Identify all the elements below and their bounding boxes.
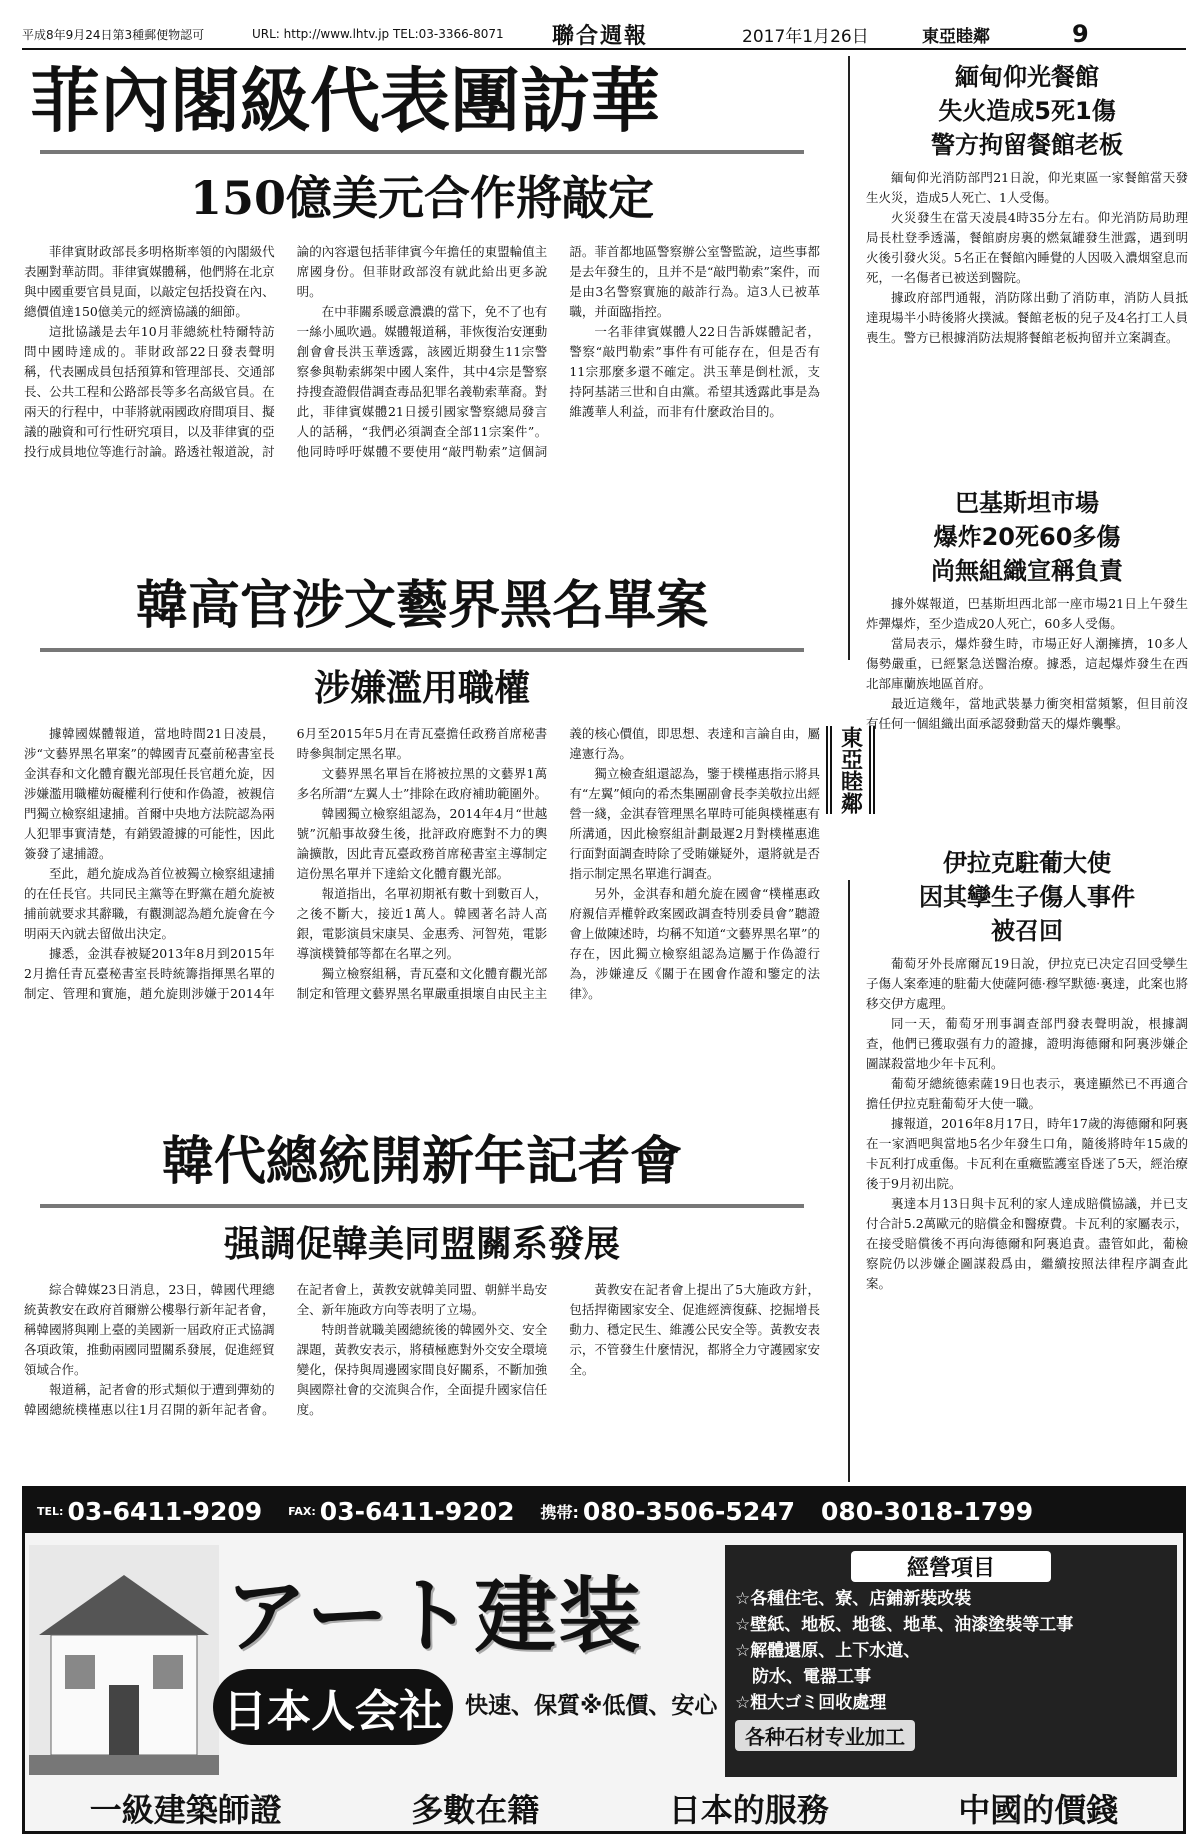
ad-slogan: 快速、保質※低價、安心 [465, 1693, 718, 1719]
side1-paragraph: 據政府部門通報，消防隊出動了消防車，消防人員抵達現場半小時後將火撲滅。餐館老板的兒子及4名打工人員喪生。警方已根據消防法規將餐館老板拘留并立案調查。 [866, 290, 1188, 345]
article2-paragraph: 獨立檢察組稱，青瓦臺和文化體育觀光部制定和管理文藝界黑名單嚴重損壞自由民主主義的核心價值，即思想、表達和言論自由，屬違憲行為。 [296, 726, 820, 1001]
mobile-number-2: 080-3018-1799 [821, 1496, 1034, 1526]
side2-paragraph: 最近這幾年，當地武裝暴力衝突相當頻繁，但目前沒有任何一個組織出面承認發動當天的爆炸襲擊。 [866, 696, 1188, 731]
article3-paragraph: 特朗普就職美國總統後的韓國外交、安全課題，黃教安表示，將積極應對外交安全環境變化，保持與周邊國家間良好關系，不斷加強與國際社會的交流與合作，全面提升國家信任度。 [296, 1322, 548, 1417]
house-illustration [29, 1545, 219, 1775]
vertical-section-label [829, 660, 871, 880]
ad-phone-bar [25, 1489, 1183, 1533]
side-article-pakistan [866, 486, 1188, 734]
article-philippines [22, 58, 822, 502]
ad-company: 日本人会社 [213, 1669, 453, 1745]
side2-body [866, 594, 1188, 734]
tel-number: 03-6411-9209 [67, 1496, 263, 1526]
side1-headline: 緬甸仰光餐館 失火造成5死1傷 警方拘留餐館老板 [931, 63, 1123, 159]
article-korea-press [22, 1130, 822, 1440]
article1-paragraph: 在中菲關系暖意濃濃的當下，免不了也有一絲小風吹過。媒體報道稱，菲恢復治安運動創會會長洪玉華透露，該國近期發生11宗警察參與勒索綁架中國人案件，其中4宗是警察持搜查證假借調查毒品犯罪名義勒索華裔。對此，菲律賓媒體21日援引國家警察總局發言人的話稱，“我們必須調查全部11宗案件”。他同時呼吁媒體不要使用“敲門勒索”這個詞語。菲首都地區警察辦公室警監說，這些事都是去年發生的，且并不是“敲門勒索”案件，而是由3名警察實施的敲詐行為。這3人已被革職，并面臨指控。 [296, 244, 820, 459]
side3-paragraph: 葡萄牙外長席爾瓦19日說，伊拉克已决定召回受孿生子傷人案牽連的駐葡大使薩阿德·穆罕默德·裏達，此案也將移交伊方處理。 [866, 956, 1188, 1011]
side3-body [866, 954, 1188, 1294]
side3-headline: 伊拉克駐葡大使 因其孿生子傷人事件 被召回 [919, 849, 1135, 945]
article2-paragraph: 報道指出，名單初期衹有數十到數百人，之後不斷大，接近1萬人。韓國著名詩人高銀，電影演員宋康昊、金惠秀、河智苑，電影導演樸贊郁等都在名單之列。 [296, 886, 548, 961]
article2-body [22, 724, 822, 1124]
bottom-slogan: 多數在籍 [411, 1791, 540, 1829]
tel-label: TEL: [37, 1504, 64, 1518]
side1-paragraph: 火災發生在當天凌晨4時35分左右。仰光消防局助理局長杜登季透滿，餐館廚房裏的燃氣罐發生泄露，遇到明火後引發火災。5名正在餐館內睡覺的人因吸入濃烟窒息而死，一名傷者已被送到醫院。 [866, 210, 1188, 285]
postal-permit: 平成8年9月24日第3種郵便物認可 [22, 27, 205, 42]
masthead-url: URL: http://www.lhtv.jp TEL:03-3366-8071 [252, 27, 504, 41]
article2-paragraph: 獨立檢查組還認為，鑒于樸槿惠指示將具有“左翼”傾向的希杰集團副會長李美敬拉出經營一綫，金淇春管理黑名單時可能與樸槿惠有所溝通，因此檢察組計劃最遲2月對樸槿惠進行面對面調查時除了受賄嫌疑外，還將就是否指示制定黑名單進行調查。 [569, 766, 820, 881]
article1-headline: 菲內閣級代表團訪華 [30, 60, 660, 142]
side3-paragraph: 裏達本月13日與卡瓦利的家人達成賠償協議，并已支付合計5.2萬歐元的賠償金和醫療費。卡瓦利的家屬表示，在接受賠償後不再向海德爾和阿裏追責。盡管如此，葡檢察院仍以涉嫌企圖謀殺爲由，繼續按照法律程序調查此案。 [866, 1196, 1188, 1291]
article1-paragraph: 這批協議是去年10月菲總統杜特爾特訪問中國時達成的。菲財政部22日發表聲明稱，代表團成員包括預算和管理部長、交通部長、公共工程和公路部長等多名高級官員。在兩天的行程中，中菲將就兩國政府間項目、擬議的融資和可行性研究項目，以及菲律賓的亞投行成員地位等進行討論。路透社報道說，討論的內容還包括菲律賓今年擔任的東盟輪值主席國身份。但菲財政部沒有就此給出更多說明。 [24, 244, 548, 459]
bottom-slogan: 一級建築師證 [89, 1791, 282, 1829]
side3-paragraph: 葡萄牙總統德索薩19日也表示，裏達顯然已不再適合擔任伊拉克駐葡萄牙大使一職。 [866, 1076, 1188, 1111]
article-korea-blacklist [22, 574, 822, 1124]
side2-headline: 巴基斯坦市場 爆炸20死60多傷 尚無組織宣稱負責 [931, 489, 1123, 585]
vertical-label-text: 東亞睦鄰 [826, 726, 875, 814]
article2-paragraph: 韓國獨立檢察組認為，2014年4月“世越號”沉船事故發生後，批評政府應對不力的輿論擴散，因此青瓦臺政務首席秘書室主導制定這份黑名單并下達給文化體育觀光部。 [296, 806, 548, 881]
article3-rule [40, 1204, 804, 1208]
article2-subhead: 涉嫌濫用職權 [313, 667, 530, 709]
fax-label: FAX: [288, 1504, 316, 1518]
side2-paragraph: 當局表示，爆炸發生時，市場正好人潮擁擠，10多人傷勢嚴重，已經緊急送醫治療。據悉，這起爆炸發生在西北部庫蘭族地區首府。 [866, 636, 1188, 691]
article3-paragraph: 綜合韓媒23日消息，23日，韓國代理總統黃教安在政府首爾辦公樓舉行新年記者會，稱韓國將與剛上臺的美國新一屆政府正式協調各項政策，推動兩國同盟關系發展，促進經貿領域合作。 [24, 1282, 275, 1377]
article1-paragraph: 菲律賓財政部長多明格斯率領的內閣級代表團對華訪問。菲律賓媒體稱，他們將在北京與中國重要官員見面，以敲定包括投資在內、總價值達150億美元的經濟協議的細節。 [24, 244, 275, 319]
business-item: ☆壁紙、地板、地毯、地革、油漆塗裝等工事 [735, 1615, 1074, 1635]
issue-date: 2017年1月26日 [742, 26, 869, 47]
side1-body [866, 168, 1188, 348]
business-item: ☆解體還原、上下水道、 [735, 1641, 921, 1661]
article2-paragraph: 文藝界黑名單旨在將被拉黑的文藝界1萬多名所謂“左翼人士”排除在政府補助範圍外。 [296, 766, 548, 801]
ad-bottom-slogans [25, 1785, 1183, 1831]
side-article-iraq [866, 846, 1188, 1294]
article3-subhead: 强調促韓美同盟關系發展 [223, 1223, 620, 1265]
page-number: 9 [1072, 20, 1089, 48]
section-name: 東亞睦鄰 [922, 26, 990, 47]
masthead [22, 20, 1186, 50]
mobile-number-1: 080-3506-5247 [582, 1496, 796, 1526]
article2-paragraph: 據韓國媒體報道，當地時間21日凌晨，涉“文藝界黑名單案”的韓國青瓦臺前秘書室長金淇春和文化體育觀光部現任長官趙允旋，因涉嫌濫用職權妨礙權利行使和作偽證，被親信門獨立檢察組逮捕。首爾中央地方法院認為兩人犯罪事實清楚，有銷毀證據的可能性，因此簽發了逮捕證。 [24, 726, 275, 861]
article2-paragraph: 至此，趙允旋成為首位被獨立檢察組逮捕的在任長官。共同民主黨等在野黨在趙允旋被捕前就要求其辭職，有觀測認為趙允旋會在今明兩天內就去留做出決定。 [24, 866, 275, 941]
side2-paragraph: 據外媒報道，巴基斯坦西北部一座市場21日上午發生炸彈爆炸，至少造成20人死亡，60多人受傷。 [866, 596, 1188, 631]
article1-body [22, 242, 822, 502]
side1-paragraph: 緬甸仰光消防部門21日說，仰光東區一家餐館當天發生火災，造成5人死亡、1人受傷。 [866, 170, 1188, 205]
mobile-label: 携帯: [540, 1502, 579, 1522]
business-item: 防水、電器工事 [735, 1667, 871, 1687]
article1-rule [40, 150, 804, 154]
article2-rule [40, 648, 804, 652]
bottom-slogan: 日本的服務 [668, 1791, 829, 1829]
side3-paragraph: 同一天，葡萄牙刑事調查部門發表聲明說，根據調查，他們已獲取强有力的證據，證明海德爾和阿裏涉嫌企圖謀殺當地少年卡瓦利。 [866, 1016, 1188, 1071]
article3-paragraph: 報道稱，記者會的形式類似于遭到彈劾的韓國總統樸槿惠以往1月召開的新年記者會。在記者會上，黃教安就韓美同盟、朝鮮半島安全、新年施政方向等表明了立場。 [24, 1282, 548, 1417]
business-item: ☆各種住宅、寮、店鋪新裝改裝 [735, 1589, 972, 1609]
business-title: 經營項目 [851, 1551, 1051, 1582]
article1-paragraph: 一名菲律賓媒體人22日告訴媒體記者，警察“敲門勒索”事件有可能存在，但是否有11宗那麼多還不確定。洪玉華是倒杜派，支持阿基諾三世和自由黨。希望其透露此事是為維護華人利益，而非有什麼政治目的。 [569, 324, 820, 419]
paper-name: 聯合週報 [552, 23, 649, 49]
business-box [725, 1545, 1177, 1777]
article3-paragraph: 黃教安在記者會上提出了5大施政方針，包括捍衛國家安全、促進經濟復蘇、挖掘增長動力、穩定民生、維護公民安全等。黃教安表示，不管發生什麼情況，都將全力守護國家安全。 [569, 1282, 820, 1377]
article1-subhead: 150億美元合作將敲定 [189, 171, 655, 225]
side-article-yangon [866, 60, 1188, 348]
stone-service: 各种石材专业加工 [735, 1720, 915, 1751]
business-item: ☆粗大ゴミ回收處理 [735, 1693, 887, 1713]
article2-headline: 韓高官涉文藝界黑名單案 [135, 576, 708, 636]
article3-body [22, 1280, 822, 1440]
article2-paragraph: 另外，金淇春和趙允旋在國會“樸槿惠政府親信弄權幹政案國政調查特別委員會”聽證會上做陳述時，均稱不知道“文藝界黑名單”的存在，因此獨立檢察組認為這屬于作偽證行為，涉嫌違反《關于在國會作證和鑒定的法律》。 [569, 886, 820, 1001]
ad-brand: アート建装 [225, 1569, 643, 1664]
article2-paragraph: 據悉，金淇春被疑2013年8月到2015年2月擔任青瓦臺秘書室長時統籌指揮黑名單的制定、管理和實施，趙允旋則涉嫌于2014年6月至2015年5月在青瓦臺擔任政務首席秘書時參與制定黑名單。 [24, 726, 548, 1001]
advertisement [22, 1486, 1186, 1834]
bottom-slogan: 中國的價錢 [958, 1791, 1119, 1829]
fax-number: 03-6411-9202 [319, 1496, 515, 1526]
side3-paragraph: 據報道，2016年8月17日，時年17歲的海德爾和阿裏在一家酒吧與當地5名少年發生口角，隨後將時年15歲的卡瓦利打成重傷。卡瓦利在重癥監護室昏迷了5天，經治療後于9月初出院。 [866, 1116, 1188, 1191]
article3-headline: 韓代總統開新年記者會 [161, 1132, 682, 1192]
